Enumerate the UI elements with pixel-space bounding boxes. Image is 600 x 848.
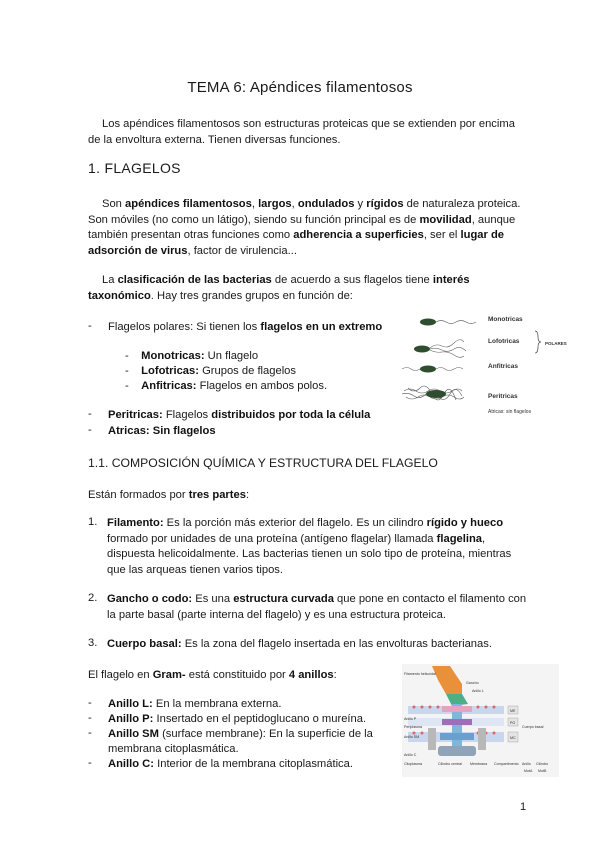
ring-c (438, 746, 476, 756)
lofotricas-diagram (414, 340, 466, 358)
label-cilindro-central: Cilindro central (438, 762, 462, 766)
anfitricas-diagram (402, 366, 463, 373)
page-number: 1 (520, 801, 527, 813)
label-me: ME (510, 709, 516, 713)
label-gancho: Gancho (466, 681, 479, 685)
ring-p (442, 719, 472, 725)
label-membrana: Membrana (470, 762, 488, 766)
list-dash: - (88, 712, 92, 724)
intro-paragraph: Los apéndices filamentosos son estructuras proteicas que se extienden por encima de la envoltura externa. Tienen diversas funciones. (88, 118, 515, 146)
classification-paragraph: La clasificación de las bacterias de acuerdo a sus flagelos tiene interés taxonómico. Hay tres grandes grupos en función de: (88, 274, 470, 302)
label-anillo-p: Anillo P (404, 717, 417, 721)
list-dash: - (88, 424, 92, 436)
figure-label-atricas: Atricas: sin flagelos (488, 409, 532, 415)
tres-partes-intro: Están formados por tres partes: (88, 489, 250, 501)
list-item-anillo-sm-cont: membrana citoplasmática. (108, 743, 239, 755)
item-cuerpo-basal: Cuerpo basal: Es la zona del flagelo insertada en las envolturas bacterianas. (107, 638, 492, 650)
list-item-peritricas: Peritricas: Flagelos distribuidos por toda la célula (108, 409, 371, 421)
list-item-atricas: Atricas: Sin flagelos (108, 425, 216, 437)
mot-protein (428, 728, 436, 750)
item-filamento: Filamento: Es la porción más exterior del flagelo. Es un cilindro rígido y hueco formado por unidades de una proteína (antígeno flagelar) llamada flagelina, dispuesta helicoidalmente. Las bacterias tienen un solo tipo de proteína, mientras que las arqueas tienen varios tipos. (107, 517, 512, 576)
figure-label-monotricas: Monotricas (488, 316, 523, 323)
list-item-lofotricas: - Lofotricas: Grupos de flagelos (125, 365, 297, 377)
page-title: TEMA 6: Apéndices filamentosos (187, 79, 413, 96)
item-gancho: Gancho o codo: Es una estructura curvada que pone en contacto el filamento con la parte basal (parte interna del flagelo) y es una estructura proteica. (107, 593, 527, 621)
list-item-anillo-sm: Anillo SM (surface membrane): En la superficie de la (108, 728, 373, 740)
label-mc: MC (510, 736, 516, 740)
label-filamento: Filamento helicoidal (404, 672, 436, 676)
list-item-anillo-p: Anillo P: Insertado en el peptidoglucano o mureína. (108, 713, 367, 725)
label-anillo-l: Anillo L (472, 689, 484, 693)
list-dash: - (88, 727, 92, 739)
label-pg: PG (510, 721, 516, 725)
item-number: 3. (88, 637, 98, 649)
label-citoplasma: Citoplasma (404, 762, 422, 766)
item-number: 2. (88, 592, 98, 604)
figure-label-polares: POLARES (545, 341, 567, 346)
label-anillo: Anillo (522, 762, 531, 766)
label-anillo-c: Anillo C (404, 753, 417, 757)
list-item-monotricas: - Monotricas: Un flagelo (125, 350, 259, 362)
label-cuerpo-basal: Cuerpo basal (522, 725, 544, 729)
list-dash: - (88, 408, 92, 420)
figure-label-lofotricas: Lofotricas (488, 338, 520, 345)
label-cilindro: Cilindro (536, 762, 549, 766)
list-item-anfitricas: - Anfitricas: Flagelos en ambos polos. (125, 380, 328, 392)
label-motb: MotB (538, 769, 547, 773)
label-anillo-sm: Anillo SM (404, 735, 420, 739)
monotricas-diagram (420, 319, 476, 326)
list-item-anillo-c: Anillo C: Interior de la membrana citoplasmática. (108, 758, 353, 770)
list-item-anillo-l: Anillo L: En la membrana externa. (108, 698, 282, 710)
gram-negative-intro: El flagelo en Gram- está constituido por 4 anillos: (88, 669, 337, 681)
peritricas-diagram (402, 386, 464, 400)
mot-protein (478, 728, 486, 750)
list-item-polares: Flagelos polares: Si tienen los flagelos en un extremo (108, 321, 383, 333)
figure-label-anfitricas: Anfitricas (488, 363, 518, 370)
polares-brace (535, 331, 541, 353)
section-heading-composicion: 1.1. COMPOSICIÓN QUÍMICA Y ESTRUCTURA DEL FLAGELO (88, 456, 438, 470)
figure-label-peritricas: Peritricas (488, 393, 518, 400)
basal-body-figure (402, 664, 559, 777)
item-number: 1. (88, 516, 98, 528)
list-dash: - (88, 697, 92, 709)
list-dash: - (88, 757, 92, 769)
ring-sm (440, 733, 474, 740)
list-dash: - (88, 320, 92, 332)
label-periplasma: Periplasma (404, 725, 422, 729)
flagelos-description: Son apéndices filamentosos, largos, ondulados y rígidos de naturaleza proteica. Son móviles (no como un látigo), siendo su función principal es de movilidad, aunque también presentan otras funciones como adherencia a superficies, ser el lugar de adsorción de virus, factor de virulencia... (88, 198, 521, 257)
flagella-arrangement-figure (398, 305, 578, 423)
section-heading-flagelos: 1. FLAGELOS (88, 160, 181, 176)
label-mota: MotA (524, 769, 533, 773)
ring-l (442, 706, 472, 712)
label-compartimento: Compartimento (494, 762, 519, 766)
